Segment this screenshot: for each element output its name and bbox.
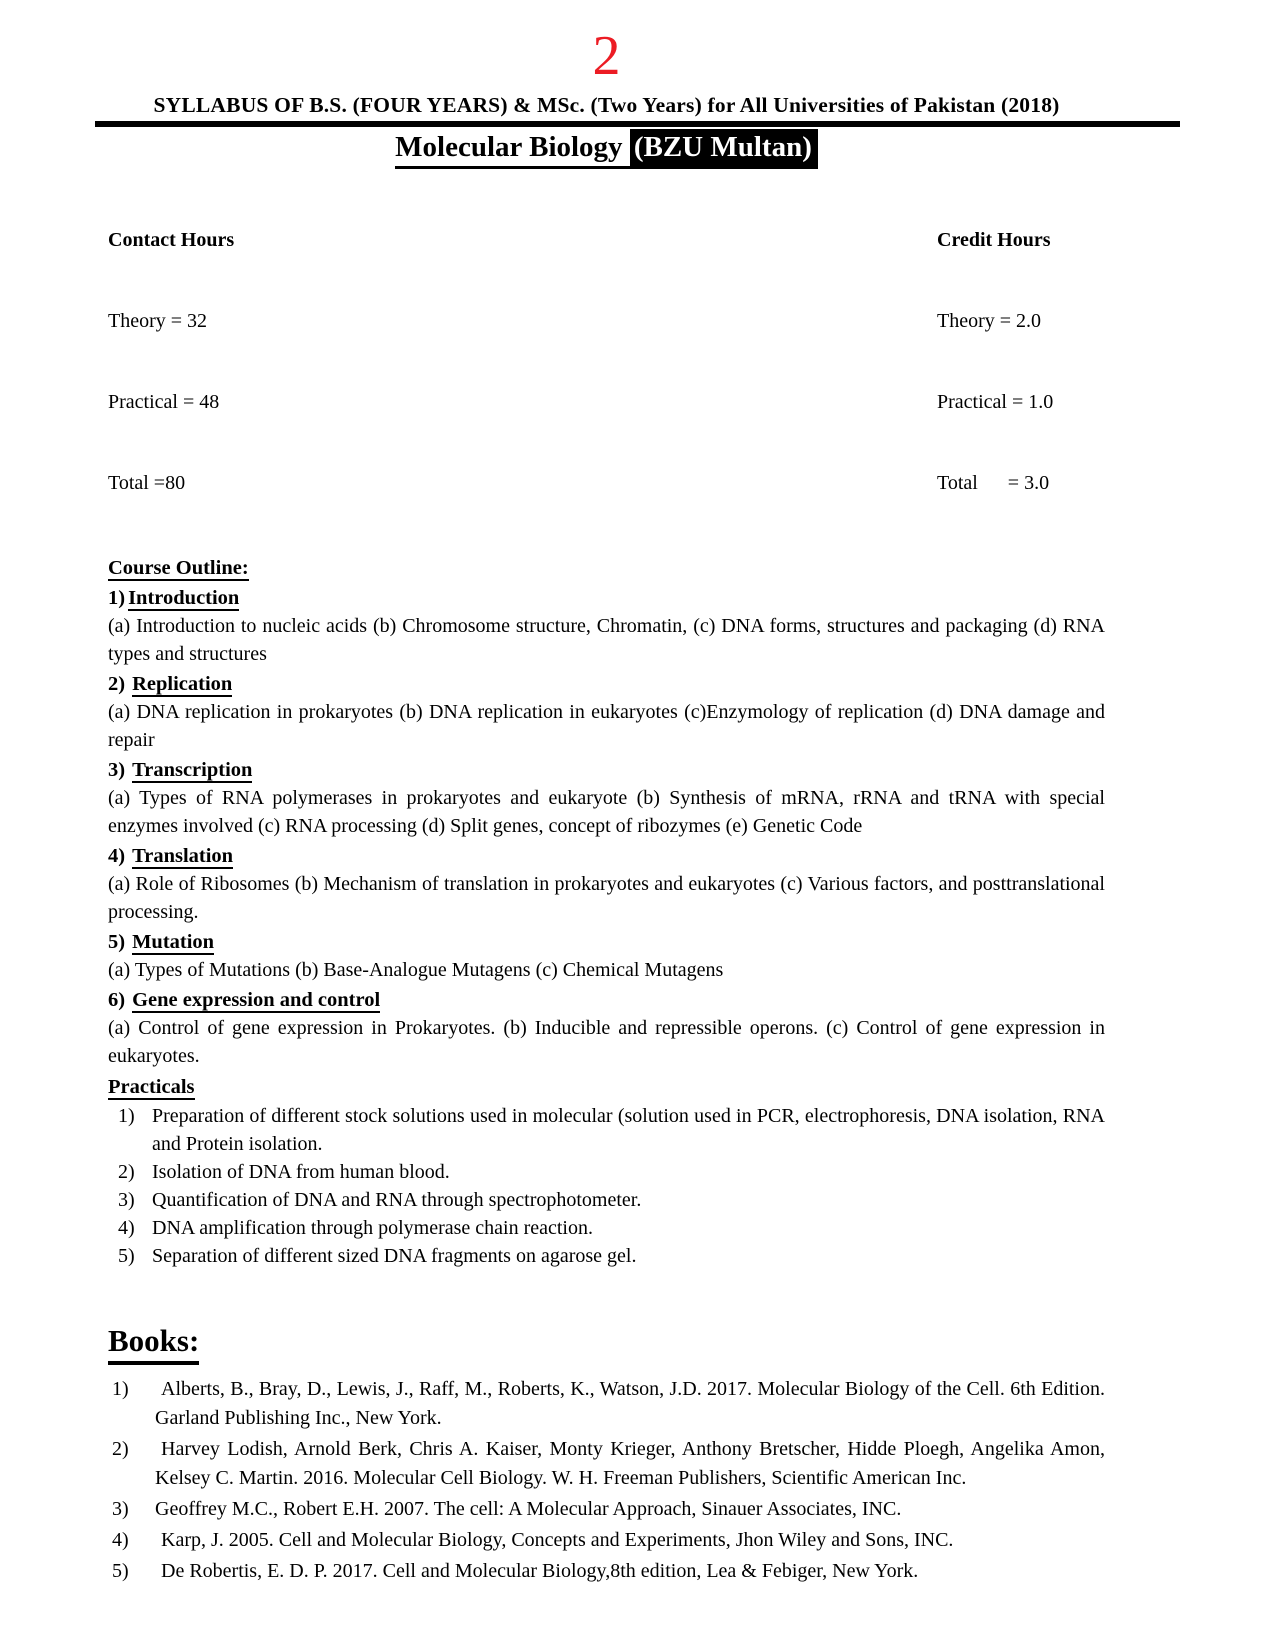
practical-item-number: 3) (118, 1189, 135, 1211)
section-body: (a) Types of RNA polymerases in prokaryotes and eukaryote (b) Synthesis of mRNA, rRNA and tRNA with special enzymes involved (c) RNA processing (d) Split genes, concept of ribozymes (e) Genetic Code (108, 787, 1105, 837)
section-heading (108, 584, 1105, 612)
outline-section-transcription (108, 756, 1105, 840)
practical-item-number: 2) (118, 1161, 135, 1183)
credit-hours-title: Credit Hours (937, 229, 1051, 251)
section-heading (108, 670, 1105, 698)
practical-item (118, 1102, 1105, 1158)
book-item-number: 2) (112, 1438, 129, 1460)
practical-item-text: DNA amplification through polymerase chain reaction. (152, 1217, 593, 1239)
practical-item-text: Separation of different sized DNA fragments on agarose gel. (152, 1245, 637, 1267)
syllabus-title: SYLLABUS OF B.S. (FOUR YEARS) & MSc. (Two Years) for All Universities of Pakistan (2018) (153, 93, 1060, 117)
page-number: 2 (592, 25, 621, 87)
book-item (112, 1557, 1105, 1586)
credit-hours-total: Total = 3.0 (937, 472, 1050, 494)
section-number: 3) (108, 759, 126, 781)
book-item-text: Harvey Lodish, Arnold Berk, Chris A. Kaiser, Monty Krieger, Anthony Bretscher, Hidde Ploegh, Angelika Amon, Kelsey C. Martin. 2016. Molecular Cell Biology. W. H. Freeman Publishers, Scientific American Inc. (155, 1438, 1105, 1489)
section-number: 4) (108, 845, 126, 867)
course-title-text: Molecular Biology (395, 131, 630, 163)
practical-item-text: Preparation of different stock solutions used in molecular (solution used in PCR, electrophoresis, DNA isolation, RNA and Protein isolation. (152, 1105, 1105, 1155)
section-body: (a) Types of Mutations (b) Base-Analogue Mutagens (c) Chemical Mutagens (108, 959, 724, 981)
section-heading (108, 842, 1105, 870)
practicals-heading-text: Practicals (108, 1076, 195, 1098)
book-item (112, 1495, 1105, 1524)
course-outline-heading-text: Course Outline: (108, 557, 249, 579)
section-heading (108, 928, 1105, 956)
books-heading-row (108, 1322, 1105, 1365)
course-title-row (108, 129, 1105, 169)
section-title: Introduction (128, 587, 240, 609)
section-number: 5) (108, 931, 126, 953)
book-item-text: Alberts, B., Bray, D., Lewis, J., Raff, M., Roberts, K., Watson, J.D. 2017. Molecular Biology of the Cell. 6th Edition. Garland Publishing Inc., New York. (155, 1378, 1105, 1429)
section-title: Transcription (132, 759, 253, 781)
section-heading (108, 986, 1105, 1014)
outline-section-translation (108, 842, 1105, 926)
section-body: (a) DNA replication in prokaryotes (b) DNA replication in eukaryotes (c)Enzymology of replication (d) DNA damage and repair (108, 701, 1105, 751)
practical-item-text: Isolation of DNA from human blood. (152, 1161, 450, 1183)
credit-hours-practical: Practical = 1.0 (937, 391, 1054, 413)
outline-section-mutation (108, 928, 1105, 984)
practicals-list (108, 1102, 1105, 1270)
course-title-highlight: (BZU Multan) (630, 129, 818, 166)
section-heading (108, 756, 1105, 784)
book-item-number: 1) (112, 1378, 129, 1400)
book-item (112, 1375, 1105, 1433)
practicals-heading (108, 1073, 1105, 1101)
contact-hours-title: Contact Hours (108, 229, 235, 251)
course-title (395, 129, 818, 169)
section-body: (a) Role of Ribosomes (b) Mechanism of translation in prokaryotes and eukaryotes (c) Various factors, and posttranslational processing. (108, 873, 1105, 923)
contact-hours-practical: Practical = 48 (108, 391, 220, 413)
section-title: Translation (132, 845, 234, 867)
book-item-number: 4) (112, 1529, 129, 1551)
practical-item-text: Quantification of DNA and RNA through spectrophotometer. (152, 1189, 642, 1211)
outline-section-introduction (108, 584, 1105, 668)
outline-section-gene-expression (108, 986, 1105, 1070)
book-item-number: 3) (112, 1498, 129, 1520)
title-rule (95, 121, 1180, 127)
credit-hours-theory: Theory = 2.0 (937, 310, 1042, 332)
practical-item (118, 1242, 1105, 1270)
books-list (108, 1375, 1105, 1586)
book-item (112, 1435, 1105, 1493)
book-item-text: De Robertis, E. D. P. 2017. Cell and Molecular Biology,8th edition, Lea & Febiger, New York. (161, 1560, 919, 1582)
section-body: (a) Control of gene expression in Prokaryotes. (b) Inducible and repressible operons. (c) Control of gene expression in eukaryotes. (108, 1017, 1105, 1067)
section-title: Replication (132, 673, 233, 695)
course-outline-heading (108, 554, 1105, 582)
practical-item-number: 1) (118, 1105, 135, 1127)
book-item (112, 1526, 1105, 1555)
section-number: 6) (108, 989, 126, 1011)
book-item-text: Geoffrey M.C., Robert E.H. 2007. The cell: A Molecular Approach, Sinauer Associates, INC. (155, 1498, 902, 1520)
section-number: 1) (108, 587, 126, 609)
practical-item (118, 1186, 1105, 1214)
section-title: Gene expression and control (132, 989, 381, 1011)
practical-item (118, 1158, 1105, 1186)
book-item-text: Karp, J. 2005. Cell and Molecular Biology, Concepts and Experiments, Jhon Wiley and Sons, INC. (161, 1529, 954, 1551)
practical-item-number: 5) (118, 1245, 135, 1267)
credit-hours-block (937, 173, 1105, 551)
section-title: Mutation (132, 931, 215, 953)
books-heading: Books: (108, 1322, 199, 1365)
contact-hours-theory: Theory = 32 (108, 310, 208, 332)
book-item-number: 5) (112, 1560, 129, 1582)
hours-row (108, 173, 1105, 551)
practical-item (118, 1214, 1105, 1242)
section-body: (a) Introduction to nucleic acids (b) Chromosome structure, Chromatin, (c) DNA forms, structures and packaging (d) RNA types and structures (108, 615, 1105, 665)
contact-hours-block (108, 173, 234, 551)
contact-hours-total: Total =80 (108, 472, 186, 494)
outline-section-replication (108, 670, 1105, 754)
section-number: 2) (108, 673, 126, 695)
practical-item-number: 4) (118, 1217, 135, 1239)
